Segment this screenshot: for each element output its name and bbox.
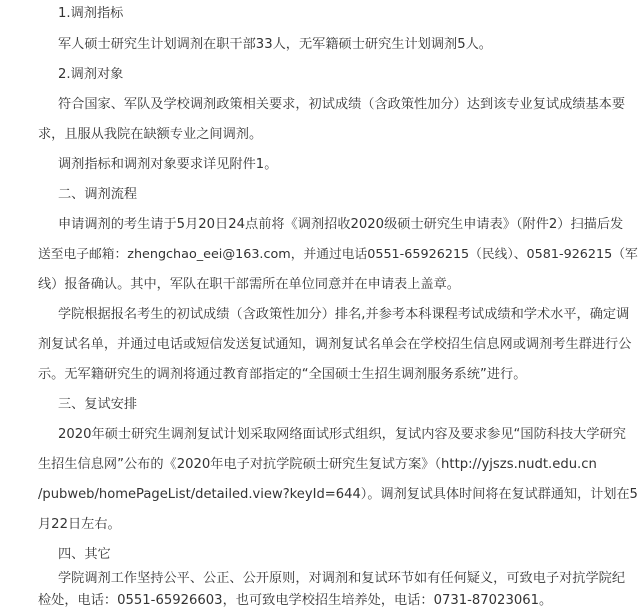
paragraph-line: 符合国家、军队及学校调剂政策相关要求，初试成绩（含政策性加分）达到该专业复试成绩基本要 [58, 97, 626, 112]
paragraph-line: 检处，电话：0551-65926603，也可致电学校招生培养处，电话：0731-87023061。 [38, 593, 553, 608]
paragraph-line: 生招生信息网”公布的《2020年电子对抗学院硕士研究生复试方案》（http://yjszs.nudt.edu.cn [38, 457, 597, 472]
paragraph-line: 学院调剂工作坚持公平、公正、公开原则，对调剂和复试环节如有任何疑义，可致电子对抗学院纪 [58, 571, 626, 586]
paragraph-line: 申请调剂的考生请于5月20日24点前将《调剂招收2020级硕士研究生申请表》（附件2）扫描后发 [58, 217, 624, 232]
paragraph-line: 求，且服从我院在缺额专业之间调剂。 [38, 127, 263, 142]
paragraph-line: 2020年硕士研究生调剂复试计划采取网络面试形式组织，复试内容及要求参见“国防科技大学研究 [58, 427, 626, 442]
paragraph-line: 示。无军籍研究生的调剂将通过教育部指定的“全国硕士生招生调剂服务系统”进行。 [38, 367, 527, 382]
paragraph-line: 剂复试名单，并通过电话或短信发送复试通知，调剂复试名单会在学校招生信息网或调剂考生群进行公 [38, 337, 632, 352]
paragraph-line: 学院根据报名考生的初试成绩（含政策性加分）排名,并参考本科课程考试成绩和学术水平，确定调 [58, 307, 630, 322]
heading-adjustment-process: 二、调剂流程 [58, 187, 138, 202]
paragraph-line: /pubweb/homePageList/detailed.view?keyId=644）。调剂复试具体时间将在复试群通知，计划在5 [38, 487, 638, 502]
heading-other: 四、其它 [58, 547, 111, 562]
heading-adjustment-target: 2.调剂对象 [58, 67, 124, 82]
paragraph-line: 调剂指标和调剂对象要求详见附件1。 [58, 157, 278, 172]
paragraph-line: 送至电子邮箱：zhengchao_eei@163.com，并通过电话0551-65926215（民线）、0581-926215（军 [38, 247, 638, 262]
paragraph-line: 军人硕士研究生计划调剂在职干部33人，无军籍硕士研究生计划调剂5人。 [58, 37, 492, 52]
heading-reexam-arrangement: 三、复试安排 [58, 397, 138, 412]
paragraph-line: 线）报备确认。其中，军队在职干部需所在单位同意并在申请表上盖章。 [38, 277, 460, 292]
paragraph-line: 月22日左右。 [38, 517, 121, 532]
heading-adjustment-quota: 1.调剂指标 [58, 6, 124, 21]
